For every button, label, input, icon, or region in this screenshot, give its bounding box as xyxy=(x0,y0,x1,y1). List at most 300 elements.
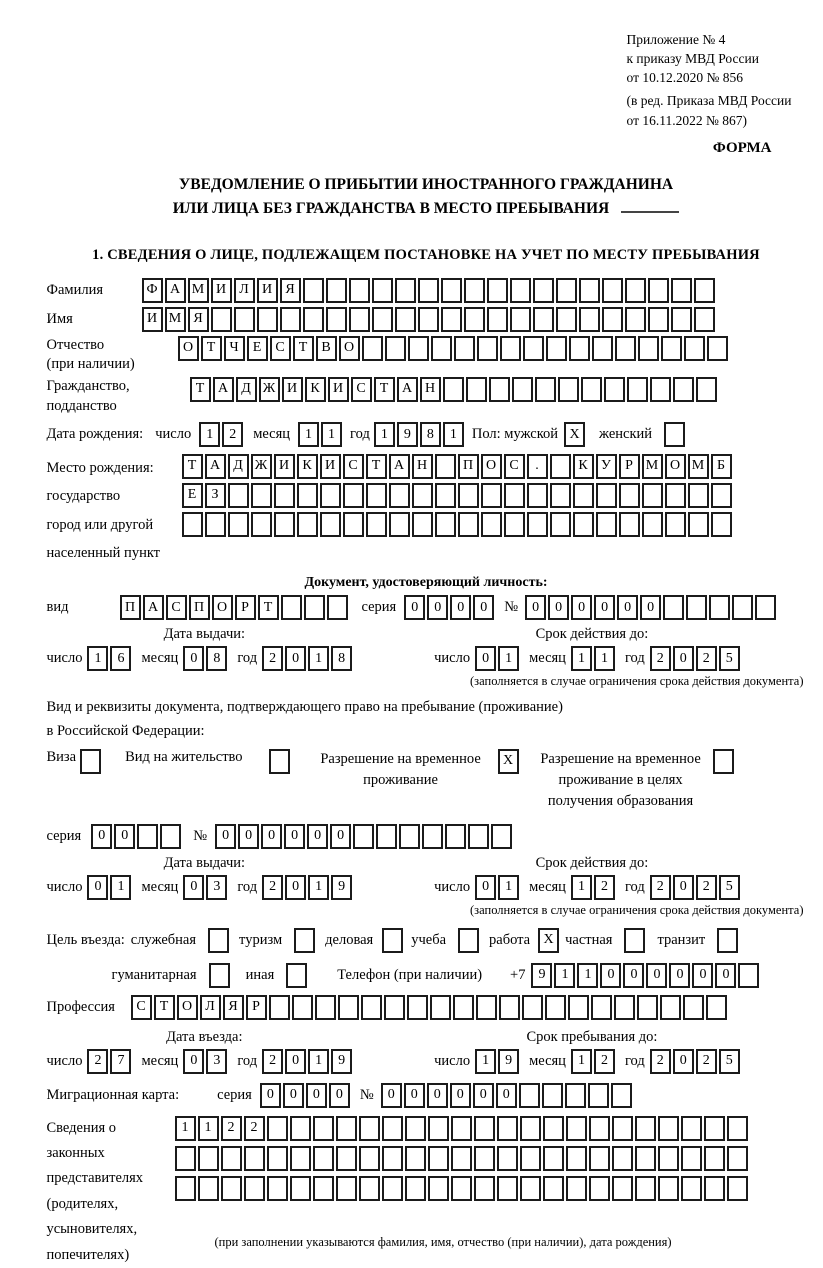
char-box[interactable] xyxy=(304,595,325,620)
char-box[interactable] xyxy=(198,1176,219,1201)
char-box[interactable] xyxy=(596,483,617,508)
char-box[interactable] xyxy=(251,483,272,508)
char-box[interactable] xyxy=(205,512,226,537)
char-box[interactable] xyxy=(382,1116,403,1141)
char-box[interactable] xyxy=(382,1146,403,1171)
purpose-sluzhebnaya-checkbox[interactable] xyxy=(208,928,229,953)
char-box[interactable]: В xyxy=(316,336,337,361)
char-box[interactable] xyxy=(694,307,715,332)
char-box[interactable] xyxy=(658,1116,679,1141)
char-box[interactable]: Н xyxy=(412,454,433,479)
char-box[interactable] xyxy=(688,483,709,508)
char-box[interactable] xyxy=(198,1146,219,1171)
char-box[interactable]: 3 xyxy=(206,875,227,900)
char-box[interactable] xyxy=(738,963,759,988)
char-box[interactable]: Р xyxy=(246,995,267,1020)
char-box[interactable]: . xyxy=(527,454,548,479)
char-box[interactable] xyxy=(711,512,732,537)
char-box[interactable]: 0 xyxy=(548,595,569,620)
char-box[interactable]: 1 xyxy=(308,875,329,900)
char-box[interactable] xyxy=(399,824,420,849)
char-box[interactable]: 1 xyxy=(571,875,592,900)
char-box[interactable] xyxy=(430,995,451,1020)
char-box[interactable] xyxy=(683,995,704,1020)
purpose-ucheba-checkbox[interactable] xyxy=(458,928,479,953)
char-box[interactable]: 8 xyxy=(331,646,352,671)
char-box[interactable] xyxy=(602,307,623,332)
char-box[interactable] xyxy=(510,278,531,303)
char-box[interactable] xyxy=(642,512,663,537)
char-box[interactable] xyxy=(384,995,405,1020)
char-box[interactable] xyxy=(175,1176,196,1201)
char-box[interactable]: Я xyxy=(188,307,209,332)
char-box[interactable]: 2 xyxy=(262,1049,283,1074)
char-box[interactable] xyxy=(489,377,510,402)
char-box[interactable]: 1 xyxy=(498,646,519,671)
char-box[interactable]: 0 xyxy=(404,595,425,620)
char-box[interactable] xyxy=(663,595,684,620)
char-box[interactable] xyxy=(418,278,439,303)
char-box[interactable]: 0 xyxy=(617,595,638,620)
char-box[interactable]: С xyxy=(351,377,372,402)
char-box[interactable] xyxy=(435,454,456,479)
char-box[interactable]: 0 xyxy=(475,875,496,900)
char-box[interactable] xyxy=(481,512,502,537)
char-box[interactable] xyxy=(454,336,475,361)
char-box[interactable]: Т xyxy=(182,454,203,479)
char-box[interactable]: Л xyxy=(234,278,255,303)
char-box[interactable]: 2 xyxy=(650,1049,671,1074)
char-box[interactable] xyxy=(320,483,341,508)
char-box[interactable]: 2 xyxy=(222,422,243,447)
char-box[interactable]: М xyxy=(642,454,663,479)
char-box[interactable]: Ч xyxy=(224,336,245,361)
char-box[interactable]: 1 xyxy=(475,1049,496,1074)
char-box[interactable]: 0 xyxy=(473,595,494,620)
char-box[interactable] xyxy=(569,336,590,361)
char-box[interactable] xyxy=(372,278,393,303)
char-box[interactable] xyxy=(556,278,577,303)
char-box[interactable]: Е xyxy=(247,336,268,361)
char-box[interactable]: И xyxy=(282,377,303,402)
temp-residence-edu-checkbox[interactable] xyxy=(713,749,734,774)
char-box[interactable] xyxy=(408,336,429,361)
male-checkbox[interactable]: X xyxy=(564,422,585,447)
char-box[interactable]: Т xyxy=(190,377,211,402)
char-box[interactable]: С xyxy=(270,336,291,361)
char-box[interactable] xyxy=(510,307,531,332)
char-box[interactable]: Р xyxy=(619,454,640,479)
char-box[interactable] xyxy=(581,377,602,402)
char-box[interactable] xyxy=(477,336,498,361)
char-box[interactable] xyxy=(267,1146,288,1171)
char-box[interactable] xyxy=(591,995,612,1020)
char-box[interactable] xyxy=(512,377,533,402)
char-box[interactable]: 0 xyxy=(496,1083,517,1108)
char-box[interactable] xyxy=(732,595,753,620)
char-box[interactable] xyxy=(519,1083,540,1108)
char-box[interactable] xyxy=(474,1176,495,1201)
char-box[interactable] xyxy=(499,995,520,1020)
char-box[interactable] xyxy=(395,278,416,303)
char-box[interactable] xyxy=(556,307,577,332)
char-box[interactable] xyxy=(527,512,548,537)
char-box[interactable] xyxy=(612,1146,633,1171)
char-box[interactable]: К xyxy=(297,454,318,479)
char-box[interactable] xyxy=(550,512,571,537)
char-box[interactable] xyxy=(727,1146,748,1171)
char-box[interactable]: Б xyxy=(711,454,732,479)
char-box[interactable] xyxy=(274,483,295,508)
char-box[interactable] xyxy=(228,483,249,508)
char-box[interactable] xyxy=(589,1176,610,1201)
char-box[interactable]: 1 xyxy=(571,1049,592,1074)
char-box[interactable]: Е xyxy=(182,483,203,508)
char-box[interactable]: С xyxy=(343,454,364,479)
char-box[interactable] xyxy=(361,995,382,1020)
char-box[interactable] xyxy=(313,1176,334,1201)
char-box[interactable] xyxy=(428,1116,449,1141)
char-box[interactable]: 9 xyxy=(331,875,352,900)
char-box[interactable] xyxy=(451,1176,472,1201)
char-box[interactable] xyxy=(280,307,301,332)
char-box[interactable] xyxy=(550,454,571,479)
purpose-chastnaya-checkbox[interactable] xyxy=(624,928,645,953)
char-box[interactable]: И xyxy=(142,307,163,332)
char-box[interactable]: 2 xyxy=(650,875,671,900)
char-box[interactable] xyxy=(535,377,556,402)
char-box[interactable] xyxy=(182,512,203,537)
visa-checkbox[interactable] xyxy=(80,749,101,774)
char-box[interactable]: 1 xyxy=(554,963,575,988)
char-box[interactable]: 0 xyxy=(450,595,471,620)
char-box[interactable]: 2 xyxy=(262,875,283,900)
char-box[interactable]: 0 xyxy=(330,824,351,849)
char-box[interactable] xyxy=(681,1116,702,1141)
char-box[interactable]: 0 xyxy=(285,1049,306,1074)
char-box[interactable]: Т xyxy=(374,377,395,402)
char-box[interactable] xyxy=(376,824,397,849)
char-box[interactable] xyxy=(681,1176,702,1201)
char-box[interactable] xyxy=(326,278,347,303)
char-box[interactable]: 5 xyxy=(719,1049,740,1074)
char-box[interactable]: 2 xyxy=(262,646,283,671)
char-box[interactable] xyxy=(504,512,525,537)
char-box[interactable]: 0 xyxy=(646,963,667,988)
char-box[interactable]: 2 xyxy=(244,1116,265,1141)
char-box[interactable]: 9 xyxy=(331,1049,352,1074)
char-box[interactable] xyxy=(343,483,364,508)
char-box[interactable] xyxy=(520,1176,541,1201)
char-box[interactable] xyxy=(704,1176,725,1201)
char-box[interactable]: П xyxy=(458,454,479,479)
char-box[interactable]: 0 xyxy=(261,824,282,849)
char-box[interactable]: 0 xyxy=(114,824,135,849)
char-box[interactable]: 6 xyxy=(110,646,131,671)
char-box[interactable]: З xyxy=(205,483,226,508)
char-box[interactable]: 0 xyxy=(91,824,112,849)
char-box[interactable] xyxy=(497,1146,518,1171)
char-box[interactable]: 9 xyxy=(531,963,552,988)
char-box[interactable]: 0 xyxy=(427,595,448,620)
char-box[interactable] xyxy=(543,1176,564,1201)
char-box[interactable]: 0 xyxy=(475,646,496,671)
char-box[interactable]: И xyxy=(328,377,349,402)
char-box[interactable] xyxy=(602,278,623,303)
char-box[interactable]: 0 xyxy=(329,1083,350,1108)
char-box[interactable]: 9 xyxy=(498,1049,519,1074)
char-box[interactable] xyxy=(550,483,571,508)
char-box[interactable]: 9 xyxy=(397,422,418,447)
char-box[interactable] xyxy=(520,1146,541,1171)
char-box[interactable] xyxy=(566,1176,587,1201)
char-box[interactable]: Р xyxy=(235,595,256,620)
char-box[interactable] xyxy=(611,1083,632,1108)
char-box[interactable] xyxy=(520,1116,541,1141)
char-box[interactable]: 0 xyxy=(381,1083,402,1108)
char-box[interactable] xyxy=(389,483,410,508)
char-box[interactable] xyxy=(445,824,466,849)
char-box[interactable]: 0 xyxy=(404,1083,425,1108)
char-box[interactable] xyxy=(221,1176,242,1201)
char-box[interactable] xyxy=(290,1176,311,1201)
char-box[interactable] xyxy=(315,995,336,1020)
char-box[interactable] xyxy=(660,995,681,1020)
char-box[interactable] xyxy=(694,278,715,303)
char-box[interactable] xyxy=(504,483,525,508)
char-box[interactable]: И xyxy=(320,454,341,479)
purpose-inaya-checkbox[interactable] xyxy=(286,963,307,988)
char-box[interactable] xyxy=(359,1116,380,1141)
char-box[interactable]: 0 xyxy=(238,824,259,849)
char-box[interactable] xyxy=(589,1116,610,1141)
char-box[interactable] xyxy=(221,1146,242,1171)
char-box[interactable]: А xyxy=(389,454,410,479)
char-box[interactable] xyxy=(336,1176,357,1201)
char-box[interactable]: 1 xyxy=(110,875,131,900)
char-box[interactable] xyxy=(596,512,617,537)
char-box[interactable] xyxy=(405,1116,426,1141)
char-box[interactable] xyxy=(435,512,456,537)
char-box[interactable]: 0 xyxy=(427,1083,448,1108)
char-box[interactable]: 2 xyxy=(594,1049,615,1074)
char-box[interactable] xyxy=(648,278,669,303)
char-box[interactable] xyxy=(474,1146,495,1171)
char-box[interactable]: Н xyxy=(420,377,441,402)
char-box[interactable] xyxy=(589,1146,610,1171)
purpose-tranzit-checkbox[interactable] xyxy=(717,928,738,953)
char-box[interactable] xyxy=(274,512,295,537)
char-box[interactable] xyxy=(755,595,776,620)
char-box[interactable]: 1 xyxy=(577,963,598,988)
char-box[interactable] xyxy=(523,336,544,361)
char-box[interactable]: Т xyxy=(154,995,175,1020)
char-box[interactable]: 0 xyxy=(183,875,204,900)
char-box[interactable] xyxy=(349,307,370,332)
female-checkbox[interactable] xyxy=(664,422,685,447)
char-box[interactable]: Ж xyxy=(259,377,280,402)
char-box[interactable] xyxy=(565,1083,586,1108)
char-box[interactable] xyxy=(267,1176,288,1201)
char-box[interactable]: 0 xyxy=(285,875,306,900)
char-box[interactable]: 1 xyxy=(498,875,519,900)
char-box[interactable] xyxy=(706,995,727,1020)
char-box[interactable]: Т xyxy=(366,454,387,479)
char-box[interactable] xyxy=(303,278,324,303)
purpose-rabota-checkbox[interactable]: X xyxy=(538,928,559,953)
char-box[interactable]: 0 xyxy=(673,646,694,671)
char-box[interactable] xyxy=(658,1176,679,1201)
char-box[interactable] xyxy=(372,307,393,332)
char-box[interactable]: 1 xyxy=(594,646,615,671)
char-box[interactable] xyxy=(464,278,485,303)
char-box[interactable]: 0 xyxy=(450,1083,471,1108)
char-box[interactable] xyxy=(343,512,364,537)
char-box[interactable] xyxy=(625,278,646,303)
char-box[interactable] xyxy=(466,377,487,402)
char-box[interactable] xyxy=(604,377,625,402)
char-box[interactable]: П xyxy=(120,595,141,620)
char-box[interactable] xyxy=(458,483,479,508)
char-box[interactable] xyxy=(244,1146,265,1171)
purpose-delovaya-checkbox[interactable] xyxy=(382,928,403,953)
char-box[interactable] xyxy=(349,278,370,303)
char-box[interactable]: 1 xyxy=(87,646,108,671)
char-box[interactable] xyxy=(727,1116,748,1141)
char-box[interactable] xyxy=(418,307,439,332)
char-box[interactable]: 1 xyxy=(374,422,395,447)
char-box[interactable] xyxy=(671,307,692,332)
char-box[interactable] xyxy=(650,377,671,402)
char-box[interactable]: 1 xyxy=(321,422,342,447)
char-box[interactable] xyxy=(673,377,694,402)
char-box[interactable]: 0 xyxy=(715,963,736,988)
char-box[interactable] xyxy=(704,1116,725,1141)
char-box[interactable]: 1 xyxy=(199,422,220,447)
char-box[interactable] xyxy=(614,995,635,1020)
char-box[interactable] xyxy=(137,824,158,849)
char-box[interactable] xyxy=(543,1116,564,1141)
char-box[interactable] xyxy=(635,1146,656,1171)
char-box[interactable] xyxy=(292,995,313,1020)
char-box[interactable] xyxy=(665,512,686,537)
char-box[interactable] xyxy=(366,512,387,537)
char-box[interactable] xyxy=(428,1146,449,1171)
char-box[interactable] xyxy=(326,307,347,332)
char-box[interactable] xyxy=(627,377,648,402)
char-box[interactable] xyxy=(362,336,383,361)
char-box[interactable] xyxy=(407,995,428,1020)
char-box[interactable] xyxy=(527,483,548,508)
char-box[interactable]: Т xyxy=(258,595,279,620)
char-box[interactable] xyxy=(338,995,359,1020)
char-box[interactable] xyxy=(542,1083,563,1108)
char-box[interactable] xyxy=(443,377,464,402)
char-box[interactable]: 2 xyxy=(696,875,717,900)
char-box[interactable] xyxy=(336,1146,357,1171)
char-box[interactable]: 0 xyxy=(260,1083,281,1108)
char-box[interactable] xyxy=(385,336,406,361)
char-box[interactable] xyxy=(453,995,474,1020)
char-box[interactable] xyxy=(709,595,730,620)
char-box[interactable]: М xyxy=(188,278,209,303)
char-box[interactable] xyxy=(441,278,462,303)
char-box[interactable] xyxy=(588,1083,609,1108)
char-box[interactable]: 0 xyxy=(473,1083,494,1108)
purpose-turizm-checkbox[interactable] xyxy=(294,928,315,953)
char-box[interactable] xyxy=(707,336,728,361)
char-box[interactable]: Д xyxy=(236,377,257,402)
char-box[interactable] xyxy=(522,995,543,1020)
char-box[interactable]: 1 xyxy=(175,1116,196,1141)
char-box[interactable] xyxy=(395,307,416,332)
char-box[interactable] xyxy=(234,307,255,332)
char-box[interactable]: П xyxy=(189,595,210,620)
char-box[interactable]: О xyxy=(177,995,198,1020)
char-box[interactable] xyxy=(405,1146,426,1171)
char-box[interactable] xyxy=(366,483,387,508)
char-box[interactable] xyxy=(382,1176,403,1201)
char-box[interactable]: О xyxy=(665,454,686,479)
char-box[interactable] xyxy=(303,307,324,332)
char-box[interactable]: М xyxy=(165,307,186,332)
char-box[interactable] xyxy=(458,512,479,537)
char-box[interactable] xyxy=(658,1146,679,1171)
char-box[interactable] xyxy=(671,278,692,303)
char-box[interactable] xyxy=(487,307,508,332)
char-box[interactable] xyxy=(619,483,640,508)
char-box[interactable]: 8 xyxy=(420,422,441,447)
char-box[interactable] xyxy=(160,824,181,849)
char-box[interactable]: О xyxy=(481,454,502,479)
char-box[interactable] xyxy=(642,483,663,508)
char-box[interactable] xyxy=(612,1176,633,1201)
char-box[interactable] xyxy=(681,1146,702,1171)
char-box[interactable]: 0 xyxy=(673,875,694,900)
char-box[interactable] xyxy=(269,995,290,1020)
char-box[interactable]: 0 xyxy=(307,824,328,849)
char-box[interactable]: С xyxy=(166,595,187,620)
char-box[interactable] xyxy=(612,1116,633,1141)
char-box[interactable] xyxy=(635,1116,656,1141)
char-box[interactable] xyxy=(244,1176,265,1201)
char-box[interactable]: 0 xyxy=(283,1083,304,1108)
char-box[interactable] xyxy=(336,1116,357,1141)
char-box[interactable] xyxy=(566,1116,587,1141)
char-box[interactable]: Т xyxy=(201,336,222,361)
char-box[interactable]: 1 xyxy=(571,646,592,671)
char-box[interactable] xyxy=(545,995,566,1020)
char-box[interactable]: М xyxy=(688,454,709,479)
char-box[interactable] xyxy=(313,1146,334,1171)
char-box[interactable] xyxy=(533,278,554,303)
char-box[interactable] xyxy=(579,307,600,332)
char-box[interactable] xyxy=(497,1176,518,1201)
char-box[interactable]: Л xyxy=(200,995,221,1020)
char-box[interactable] xyxy=(566,1146,587,1171)
char-box[interactable] xyxy=(422,824,443,849)
char-box[interactable] xyxy=(558,377,579,402)
char-box[interactable] xyxy=(568,995,589,1020)
char-box[interactable] xyxy=(327,595,348,620)
char-box[interactable] xyxy=(290,1146,311,1171)
char-box[interactable] xyxy=(491,824,512,849)
char-box[interactable] xyxy=(688,512,709,537)
char-box[interactable]: Т xyxy=(293,336,314,361)
char-box[interactable]: И xyxy=(274,454,295,479)
char-box[interactable] xyxy=(476,995,497,1020)
char-box[interactable]: А xyxy=(397,377,418,402)
